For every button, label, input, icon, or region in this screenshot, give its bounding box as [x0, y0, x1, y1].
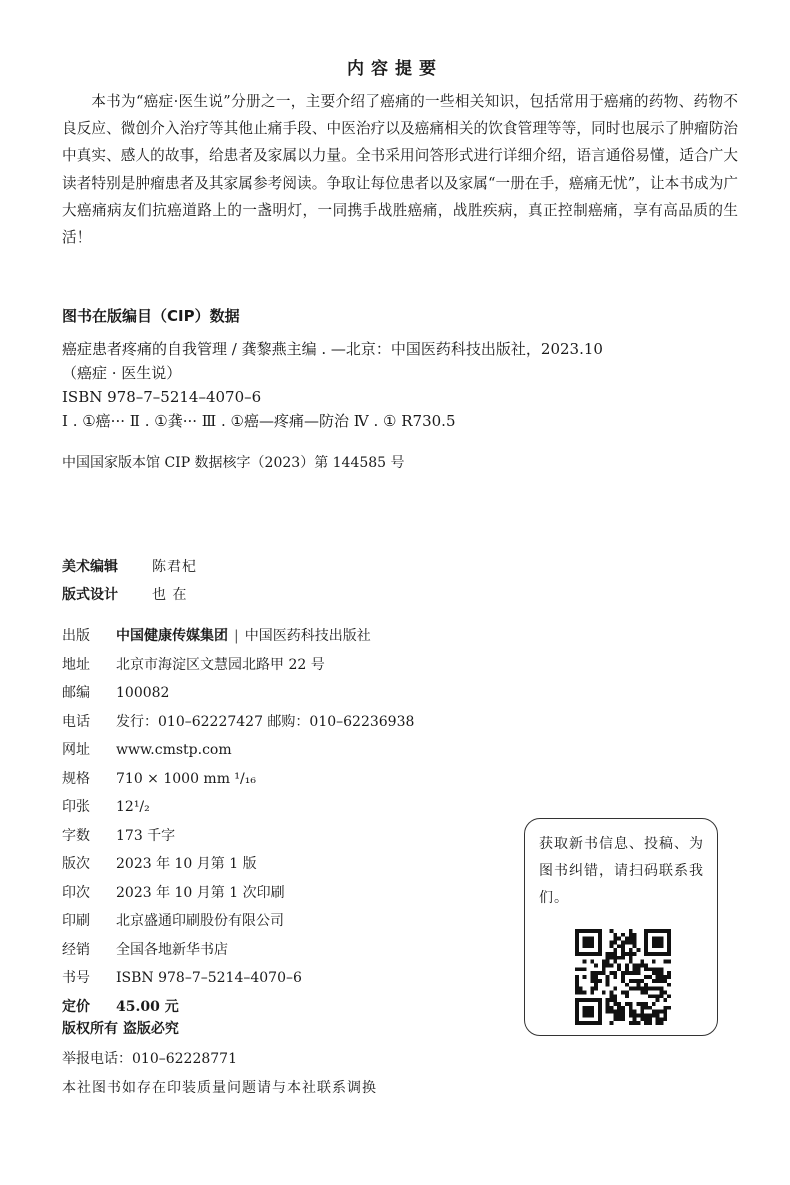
summary-body: 本书为“癌症·医生说”分册之一，主要介绍了癌痛的一些相关知识，包括常用于癌痛的药物、药物不良反应、微创介入治疗等其他止痛手段、中医治疗以及癌痛相关的饮食管理等等，同时也展示了肿瘤防治中真实、感人的故事，给患者及家属以力量。全书采用问答形式进行详细介绍，语言通俗易懂，适合广大读者特别是肿瘤患者及其家属参考阅读。争取让每位患者以及家属“一册在手，癌痛无忧”，让本书成为广大癌痛病友们抗癌道路上的一盏明灯，一同携手战胜癌痛，战胜疾病，真正控制癌痛，享有高品质的生活！ [62, 93, 738, 247]
pub-label: 电话 [62, 713, 90, 730]
pub-value: 2023 年 10 月第 1 版 [116, 856, 257, 872]
price-label: 定价 [62, 998, 90, 1015]
qr-text: 获取新书信息、投稿、为图书纠错，请扫码联系我们。 [539, 836, 704, 906]
publication-info [62, 622, 414, 1021]
cip-classification-line: Ⅰ . ①癌··· Ⅱ . ①龚··· Ⅲ . ①癌—疼痛—防治 Ⅳ . ① R730.5 [62, 412, 456, 430]
pub-label: 规格 [62, 770, 90, 787]
summary-title: 内容提要 [347, 59, 443, 79]
pub-row [62, 765, 414, 794]
qr-code-icon[interactable] [575, 929, 671, 1025]
pub-value: 全国各地新华书店 [116, 941, 228, 958]
pub-label: 经销 [62, 941, 90, 958]
pub-value: 发行：010–62227427 邮购：010–62236938 [116, 713, 415, 730]
pub-value: 173 千字 [116, 827, 176, 844]
pub-label: 网址 [62, 742, 90, 758]
publisher-row [62, 622, 414, 651]
pub-row [62, 964, 414, 993]
pub-label: 字数 [62, 827, 90, 844]
quality-notice: 本社图书如存在印装质量问题请与本社联系调换 [62, 1080, 377, 1096]
pub-row [62, 936, 414, 965]
pub-label: 印次 [62, 884, 90, 901]
cip-heading: 图书在版编目（CIP）数据 [62, 307, 240, 325]
pub-row [62, 736, 414, 765]
credits [62, 553, 197, 609]
publisher-separator: | [234, 628, 239, 644]
pub-value: 710 × 1000 mm ¹/₁₆ [116, 770, 256, 787]
pub-value: 2023 年 10 月第 1 次印刷 [116, 884, 285, 901]
report-phone: 举报电话：010–62228771 [62, 1051, 237, 1067]
pub-row [62, 793, 414, 822]
pub-value: ISBN 978–7–5214–4070–6 [116, 970, 302, 986]
pub-label: 书号 [62, 970, 90, 986]
cip-isbn-line: ISBN 978–7–5214–4070–6 [62, 388, 262, 406]
pub-row [62, 708, 414, 737]
price-row [62, 993, 414, 1022]
pub-value: 北京盛通印刷股份有限公司 [116, 913, 284, 929]
credit-label: 版式设计 [62, 587, 118, 603]
pub-row [62, 850, 414, 879]
cip-check-number: 中国国家版本馆 CIP 数据核字（2023）第 144585 号 [62, 455, 405, 471]
pub-label: 印张 [62, 799, 90, 815]
publisher-name: 中国医药科技出版社 [244, 628, 371, 644]
pub-value: www.cmstp.com [116, 742, 232, 758]
credit-label: 美术编辑 [62, 559, 118, 575]
copyright-line: 版权所有 盗版必究 [62, 1021, 179, 1037]
pub-label: 出版 [62, 628, 90, 644]
pub-row [62, 907, 414, 936]
pub-value: 100082 [116, 685, 170, 701]
cip-title-line: 癌症患者疼痛的自我管理 / 龚黎燕主编 . —北京：中国医药科技出版社，2023.10 [62, 340, 603, 358]
qr-box [524, 818, 718, 1036]
pub-label: 印刷 [62, 913, 90, 929]
pub-row [62, 679, 414, 708]
pub-row [62, 879, 414, 908]
pub-label: 地址 [62, 656, 90, 673]
credit-row [62, 581, 197, 609]
pub-value: 北京市海淀区文慧园北路甲 22 号 [116, 656, 325, 673]
cip-block [62, 337, 762, 433]
pub-label: 版次 [62, 856, 90, 872]
credit-value: 陈君杞 [152, 559, 197, 575]
cip-series-line: （癌症 · 医生说） [62, 364, 182, 382]
pub-label: 邮编 [62, 685, 90, 701]
credit-row [62, 553, 197, 581]
pub-value: 12¹/₂ [116, 799, 150, 815]
pub-row [62, 822, 414, 851]
credit-value: 也 在 [152, 587, 188, 603]
publisher-group: 中国健康传媒集团 [116, 628, 228, 644]
price-value: 45.00 元 [116, 998, 179, 1015]
pub-row [62, 651, 414, 680]
